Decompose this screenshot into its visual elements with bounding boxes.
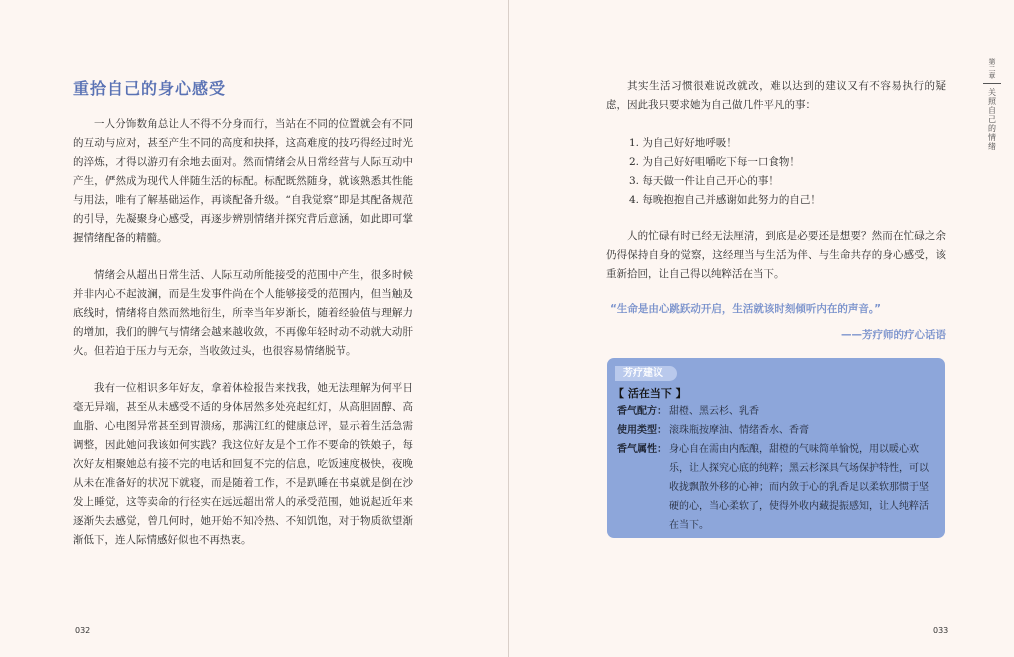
list-item: 2. 为自己好好咀嚼吃下每一口食物！ [629, 156, 800, 168]
quote-source: ——芳疗师的疗心话语 [841, 329, 946, 341]
page-number: 032 [75, 626, 91, 635]
divider [983, 83, 1001, 84]
aroma-suggestion-box [607, 358, 945, 538]
chapter-side-tab [982, 58, 1002, 151]
paragraph: 人的忙碌有时已经无法厘清，到底是必要还是想要？然而在忙碌之余仍得保持自身的觉察，这经理当与生活为伴、与生命共存的身心感受，该重新拾回，让自己得以纯粹活在当下。 [606, 230, 946, 280]
chapter-title: 关照自己的情绪 [987, 88, 997, 151]
box-row-attribute [617, 440, 937, 535]
list-item: 1. 为自己好好地呼吸！ [629, 137, 737, 149]
row-label: 使用类型： [617, 425, 667, 436]
box-row-usage [617, 421, 937, 440]
list-item: 4. 每晚抱抱自己并感谢如此努力的自己！ [629, 194, 821, 206]
pull-quote: “生命是由心跳跃动开启，生活就该时刻倾听内在的声音。” [610, 303, 882, 315]
row-value: 滚珠瓶按摩油、情绪香水、香膏 [669, 425, 809, 436]
row-label: 香气配方： [617, 406, 667, 417]
list-item: 3. 每天做一件让自己开心的事！ [629, 175, 779, 187]
row-value: 甜橙、黑云杉、乳香 [669, 406, 759, 417]
row-value: 身心自在需由内酝酿，甜橙的气味简单愉悦，用以暖心欢乐，让人探究心底的纯粹；黑云杉深具气场保护特性，可以收拢飘散外移的心神；而内敛于心的乳香足以柔软那惯于坚硬的心，当心柔软了，使得外收内藏提振感知，让人纯粹活在当下。 [669, 444, 929, 531]
row-label: 香气属性： [617, 444, 667, 455]
chapter-label: 第二章 [988, 58, 996, 79]
paragraph: 我有一位相识多年好友，拿着体检报告来找我，她无法理解为何平日毫无异端，甚至从未感受不适的身体居然多处亮起红灯，从高胆固醇、高血脂、心电图异常甚至到胃溃疡，那满江红的健康总评，显示着生活急需调整，因此她问我该如何实践？我这位好友是个工作不要命的铁娘子，每次好友相聚她总有接不完的电话和回复不完的信息，吃饭速度极快，夜晚从未在准备好的状况下就寝，而是随着工作，不是趴睡在书桌就是倒在沙发上睡觉，这等卖命的行径实在远远超出常人的承受范围，她说起近年来逐渐失去感觉，曾几何时，她开始不知冷热、不知饥饱，对于物质欲望渐渐低下，连人际情感好似也不再热衷。 [73, 382, 413, 546]
paragraph: 一人分饰数角总让人不得不分身而行，当站在不同的位置就会有不同的互动与应对，甚至产生不同的高度和抉择，这高难度的技巧得经过时光的淬炼，才得以游刃有余地去面对。然而情绪会从日常经营与人际互动中产生，俨然成为现代人伴随生活的标配。标配既然随身，就该熟悉其性能与用法，唯有了解基础运作，再谈配备升级。“自我觉察”即是其配备规范的引导，先凝聚身心感受，再逐步辨别情绪并探究背后意涵，如此即可掌握情绪配备的精髓。 [73, 118, 413, 244]
paragraph: 其实生活习惯很难说改就改，难以达到的建议又有不容易执行的疑虑，因此我只要求她为自己做几件平凡的事： [606, 80, 946, 111]
box-tag: 芳疗建议 [615, 366, 677, 381]
numbered-list [629, 134, 821, 210]
box-title: 【 活在当下 】 [613, 387, 687, 400]
section-heading: 重拾自己的身心感受 [73, 79, 227, 98]
box-row-formula [617, 402, 937, 421]
paragraph: 情绪会从超出日常生活、人际互动所能接受的范围中产生，很多时候并非内心不起波澜，而是生发事件尚在个人能够接受的范围内，但当触及底线时，情绪将自然而然地衍生，所幸当年岁渐长，随着经验值与理解力的增加，我们的脾气与情绪会越来越收敛，不再像年轻时动不动就大动肝火。但若迫于压力与无奈，当收敛过头，也很容易情绪脱节。 [73, 269, 413, 357]
page-number: 033 [933, 626, 949, 635]
right-page [509, 0, 1014, 657]
